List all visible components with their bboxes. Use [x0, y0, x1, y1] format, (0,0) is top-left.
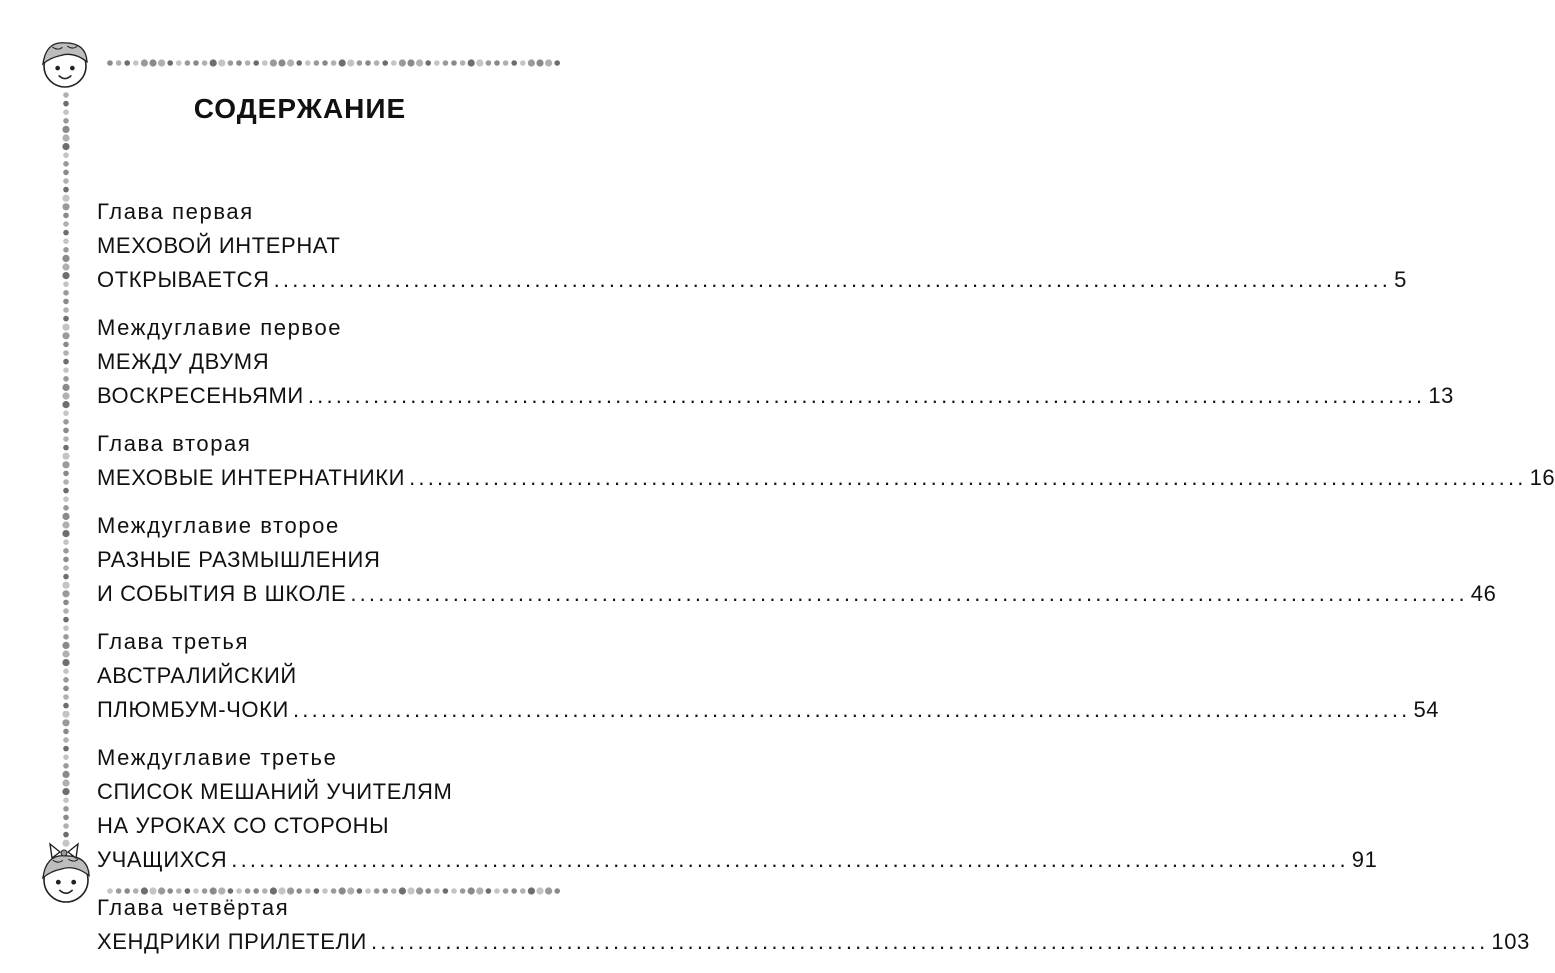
chapter-title-row [97, 577, 1497, 611]
dot-leader: ........................................................................................................................ [307, 383, 1426, 408]
chapter-title-line: МЕХОВОЙ ИНТЕРНАТ [97, 233, 341, 258]
table-of-contents [97, 195, 1555, 973]
girl-face-icon [43, 844, 89, 902]
chapter-label: Глава четвёртая [97, 895, 290, 920]
dot-leader: ........................................................................................................................ [273, 267, 1392, 292]
chapter-title-line: ОТКРЫВАЕТСЯ [97, 267, 270, 292]
toc-entry [97, 509, 1497, 611]
page-number: 91 [1351, 847, 1378, 872]
chapter-label: Междуглавие первое [97, 315, 343, 340]
page-number: 103 [1491, 929, 1530, 954]
chapter-title-line: УЧАЩИХСЯ [97, 847, 228, 872]
dot-leader: ........................................................................................................................ [409, 465, 1527, 490]
chapter-title-row [97, 925, 1530, 959]
chapter-title-line: АВСТРАЛИЙСКИЙ [97, 663, 297, 688]
page-number: 46 [1470, 581, 1497, 606]
toc-entry [97, 427, 1555, 495]
chapter-label: Глава первая [97, 199, 254, 224]
toc-entry [97, 891, 1530, 959]
page-number: 54 [1413, 697, 1440, 722]
chapter-title-line: РАЗНЫЕ РАЗМЫШЛЕНИЯ [97, 547, 381, 572]
toc-entry [97, 741, 1378, 877]
chapter-title-line: ВОСКРЕСЕНЬЯМИ [97, 383, 304, 408]
chapter-label: Междуглавие второе [97, 513, 340, 538]
chapter-label: Междуглавие третье [97, 745, 338, 770]
chapter-title-line: И СОБЫТИЯ В ШКОЛЕ [97, 581, 347, 606]
chapter-label: Глава вторая [97, 431, 252, 456]
dot-leader: ........................................................................................................................ [231, 847, 1349, 872]
chapter-title-line: МЕЖДУ ДВУМЯ [97, 349, 270, 374]
girl-face-icon [43, 43, 87, 87]
chapter-title-line: ХЕНДРИКИ ПРИЛЕТЕЛИ [97, 929, 367, 954]
chapter-title-row [97, 263, 1407, 297]
page-title: СОДЕРЖАНИЕ [193, 93, 407, 124]
toc-entry [97, 311, 1454, 413]
chapter-title-line: МЕХОВЫЕ ИНТЕРНАТНИКИ [97, 465, 406, 490]
page-number: 16 [1529, 465, 1555, 490]
toc-entry [97, 195, 1407, 297]
dot-leader: ........................................................................................................................ [292, 697, 1411, 722]
dot-leader: ........................................................................................................................ [370, 929, 1489, 954]
chapter-title-row [97, 843, 1378, 877]
dot-leader: ........................................................................................................................ [350, 581, 1468, 606]
page-number: 13 [1428, 383, 1454, 408]
chapter-title-row [97, 461, 1555, 495]
chapter-title-line: НА УРОКАХ СО СТОРОНЫ [97, 813, 390, 838]
chapter-title-line: ПЛЮМБУМ-ЧОКИ [97, 697, 289, 722]
page-number: 5 [1394, 267, 1407, 292]
chapter-title-row [97, 379, 1454, 413]
chapter-title-row [97, 693, 1440, 727]
chapter-label: Глава третья [97, 629, 250, 654]
toc-entry [97, 625, 1440, 727]
chapter-title-line: СПИСОК МЕШАНИЙ УЧИТЕЛЯМ [97, 779, 453, 804]
